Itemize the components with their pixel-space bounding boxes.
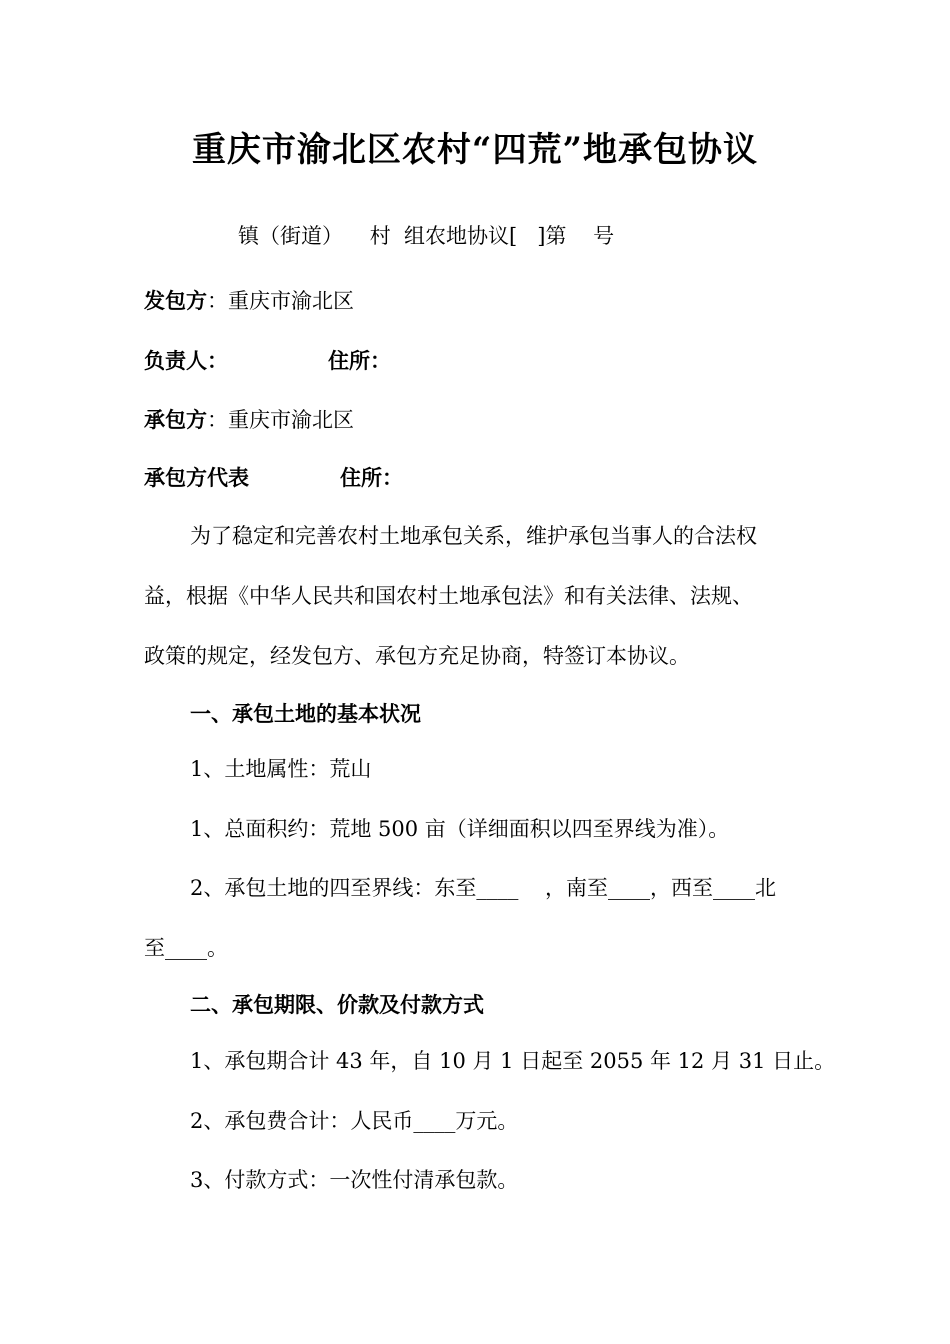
party-b-line: [144, 405, 354, 435]
payment-method-item: 3、付款方式：一次性付清承包款。: [190, 1168, 519, 1192]
party-a-line: [144, 286, 354, 316]
boundary-item-line-2: 至____。: [144, 936, 228, 960]
boundary-item-line-1: 2、承包土地的四至界线：东至____ ，南至____，西至____北: [190, 876, 777, 900]
contract-term-item: 1、承包期合计 43 年，自 10 月 1 日起至 2055 年 12 月 31 日止。: [190, 1049, 836, 1073]
document-title: 重庆市渝北区农村“四荒”地承包协议: [191, 130, 759, 170]
party-b-representative-label: 承包方代表: [144, 465, 249, 490]
total-area-item: 1、总面积约：荒地 500 亩（详细面积以四至界线为准）。: [190, 817, 730, 841]
party-b-label: 承包方: [144, 407, 207, 432]
contract-fee-item: 2、承包费合计：人民币____万元。: [190, 1109, 519, 1133]
preamble-line-2: 益，根据《中华人民共和国农村土地承包法》和有关法律、法规、: [144, 584, 753, 608]
party-a-label: 发包方: [144, 288, 207, 313]
land-attribute-item: 1、土地属性：荒山: [190, 757, 372, 781]
preamble-line-1: 为了稳定和完善农村土地承包关系，维护承包当事人的合法权: [190, 524, 757, 548]
preamble-line-3: 政策的规定，经发包方、承包方充足协商，特签订本协议。: [144, 644, 690, 668]
party-a-colon: ：: [207, 289, 228, 313]
responsible-address-label: 住所：: [328, 348, 391, 373]
party-b-colon: ：: [207, 408, 228, 432]
agreement-number-line: 镇（街道） 村 组农地协议[ ]第 号: [238, 224, 615, 248]
party-b-address-label: 住所：: [340, 465, 403, 490]
section-1-heading: 一、承包土地的基本状况: [190, 701, 421, 726]
responsible-person-label: 负责人：: [144, 348, 228, 373]
section-2-heading: 二、承包期限、价款及付款方式: [190, 992, 484, 1017]
party-b-value: 重庆市渝北区: [228, 408, 354, 432]
party-a-value: 重庆市渝北区: [228, 289, 354, 313]
